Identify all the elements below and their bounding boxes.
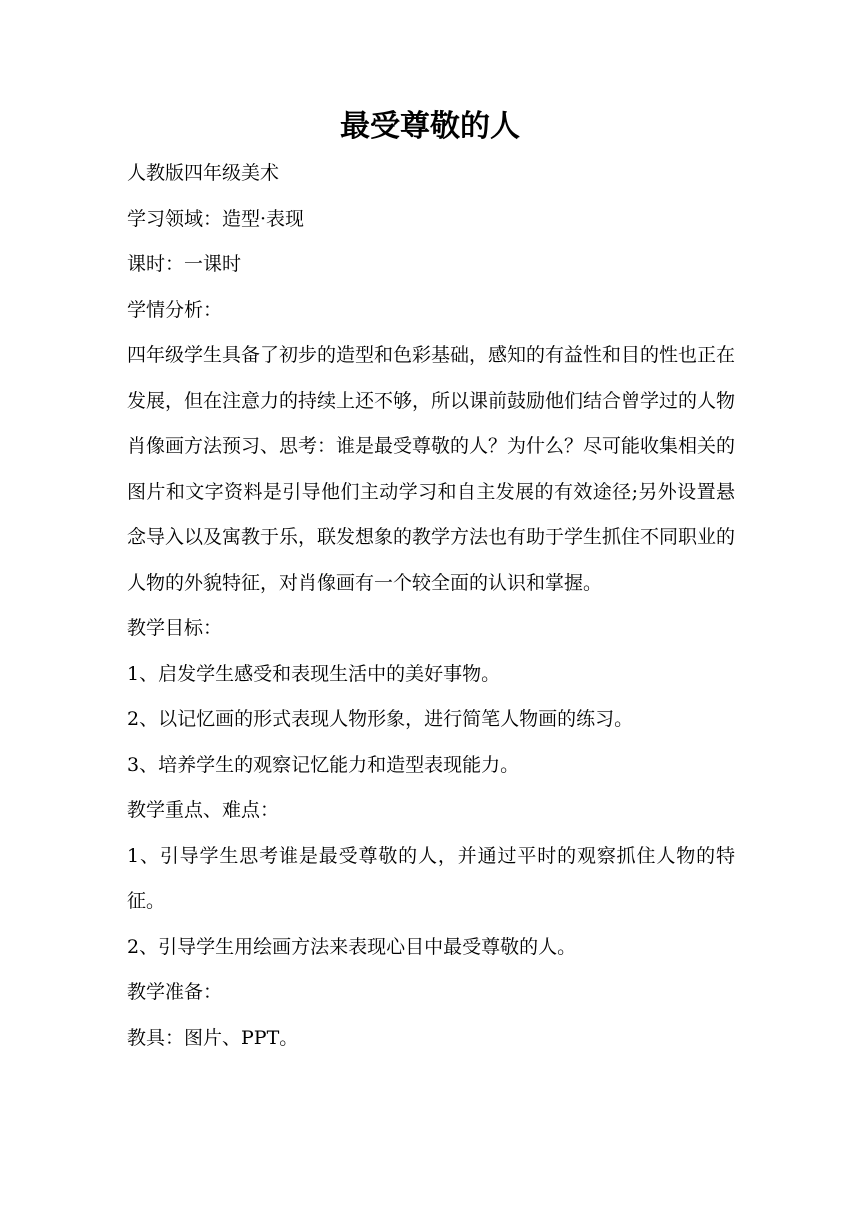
objectives-heading: 教学目标： [127,617,223,639]
preparation-heading: 教学准备： [127,981,223,1003]
document-body [127,151,735,1061]
key-points-heading: 教学重点、难点： [127,799,280,821]
analysis-heading: 学情分析： [127,298,223,321]
key-point-item: 2、引导学生用绘画方法来表现心目中最受尊敬的人。 [127,935,577,958]
objective-item: 1、启发学生感受和表现生活中的美好事物。 [127,662,501,685]
objective-item: 2、以记忆画的形式表现人物形象，进行简笔人物画的练习。 [127,708,634,730]
document-subtitle: 人教版四年级美术 [127,162,280,184]
preparation-item: 教具：图片、PPT。 [127,1026,299,1049]
key-point-item: 1、引导学生思考谁是最受尊敬的人，并通过平时的观察抓住人物的特征。 [127,844,735,912]
learning-field: 学习领域：造型·表现 [127,207,305,230]
document-title: 最受尊敬的人 [340,109,520,144]
objective-item: 3、培养学生的观察记忆能力和造型表现能力。 [127,753,520,776]
class-period: 课时：一课时 [127,253,242,275]
analysis-paragraph: 四年级学生具备了初步的造型和色彩基础，感知的有益性和目的性也正在发展，但在注意力的持续上还不够，所以课前鼓励他们结合曾学过的人物肖像画方法预习、思考：谁是最受尊敬的人？为什么？尽可能收集相关的图片和文字资料是引导他们主动学习和自主发展的有效途径;另外设置悬念导入以及寓教于乐，联发想象的教学方法也有助于学生抓住不同职业的人物的外貌特征，对肖像画有一个较全面的认识和掌握。 [127,344,736,594]
